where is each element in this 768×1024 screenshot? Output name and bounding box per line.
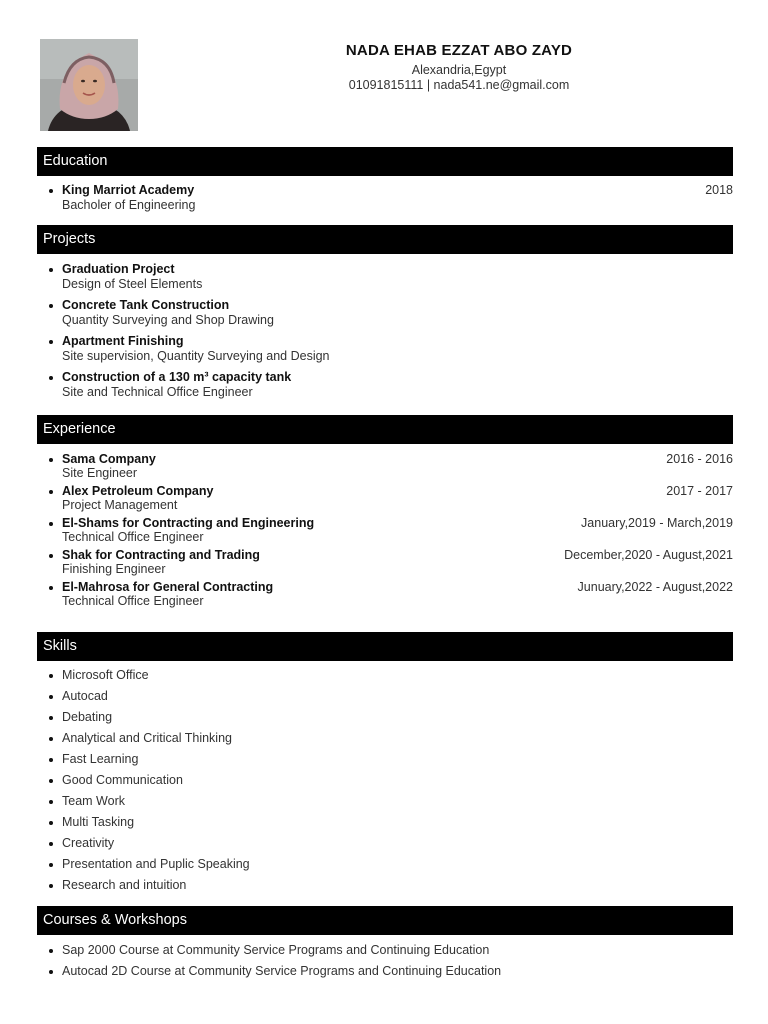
item-title: Alex Petroleum Company — [62, 484, 214, 498]
list-item: Autocad 2D Course at Community Service Programs and Continuing Education — [37, 964, 733, 979]
item-title: El-Mahrosa for General Contracting — [62, 580, 274, 594]
profile-photo — [40, 39, 138, 131]
item-date: January,2019 - March,2019 — [581, 516, 733, 530]
list-item: Good Communication — [37, 773, 733, 788]
item-title: King Marriot Academy — [62, 183, 195, 197]
list-item — [37, 334, 733, 364]
list-item: Presentation and Puplic Speaking — [37, 857, 733, 872]
experience-list — [37, 452, 733, 608]
resume-header — [150, 42, 768, 93]
list-item: Research and intuition — [37, 878, 733, 893]
item-subtitle: Quantity Surveying and Shop Drawing — [62, 313, 274, 327]
list-item: Fast Learning — [37, 752, 733, 767]
projects-list — [37, 262, 733, 400]
item-title: Concrete Tank Construction — [62, 298, 230, 312]
item-title: Sama Company — [62, 452, 156, 466]
list-item: Team Work — [37, 794, 733, 809]
list-item: Microsoft Office — [37, 668, 733, 683]
item-date: Junuary,2022 - August,2022 — [577, 580, 733, 594]
item-title: Shak for Contracting and Trading — [62, 548, 260, 562]
list-item — [37, 548, 733, 576]
item-date: December,2020 - August,2021 — [564, 548, 733, 562]
item-subtitle: Project Management — [62, 498, 178, 512]
section-heading-skills: Skills — [37, 632, 733, 661]
list-item — [37, 580, 733, 608]
full-name: NADA EHAB EZZAT ABO ZAYD — [345, 42, 573, 59]
list-item — [37, 484, 733, 512]
list-item — [37, 183, 733, 213]
item-subtitle: Finishing Engineer — [62, 562, 166, 576]
item-subtitle: Technical Office Engineer — [62, 594, 204, 608]
list-item: Sap 2000 Course at Community Service Programs and Continuing Education — [37, 943, 733, 958]
location: Alexandria,Egypt — [411, 63, 507, 77]
item-title: El-Shams for Contracting and Engineering — [62, 516, 315, 530]
list-item: Creativity — [37, 836, 733, 851]
skills-list — [37, 668, 733, 893]
list-item — [37, 262, 733, 292]
item-subtitle: Design of Steel Elements — [62, 277, 203, 291]
list-item — [37, 516, 733, 544]
contact-info: 01091815111 | nada541.ne@gmail.com — [348, 78, 570, 92]
item-date: 2018 — [705, 183, 733, 197]
item-title: Graduation Project — [62, 262, 175, 276]
item-subtitle: Site supervision, Quantity Surveying and Design — [62, 349, 330, 363]
item-title: Apartment Finishing — [62, 334, 184, 348]
item-subtitle: Technical Office Engineer — [62, 530, 204, 544]
item-date: 2017 - 2017 — [666, 484, 733, 498]
list-item: Autocad — [37, 689, 733, 704]
section-heading-education: Education — [37, 147, 733, 176]
section-heading-courses: Courses & Workshops — [37, 906, 733, 935]
item-subtitle: Site and Technical Office Engineer — [62, 385, 253, 399]
list-item — [37, 370, 733, 400]
list-item — [37, 298, 733, 328]
item-date: 2016 - 2016 — [666, 452, 733, 466]
education-list — [37, 183, 733, 213]
item-subtitle: Bacholer of Engineering — [62, 198, 196, 212]
courses-list — [37, 943, 733, 979]
item-subtitle: Site Engineer — [62, 466, 138, 480]
list-item: Debating — [37, 710, 733, 725]
list-item — [37, 452, 733, 480]
list-item: Multi Tasking — [37, 815, 733, 830]
section-heading-experience: Experience — [37, 415, 733, 444]
item-title: Construction of a 130 m³ capacity tank — [62, 370, 292, 384]
list-item: Analytical and Critical Thinking — [37, 731, 733, 746]
section-heading-projects: Projects — [37, 225, 733, 254]
